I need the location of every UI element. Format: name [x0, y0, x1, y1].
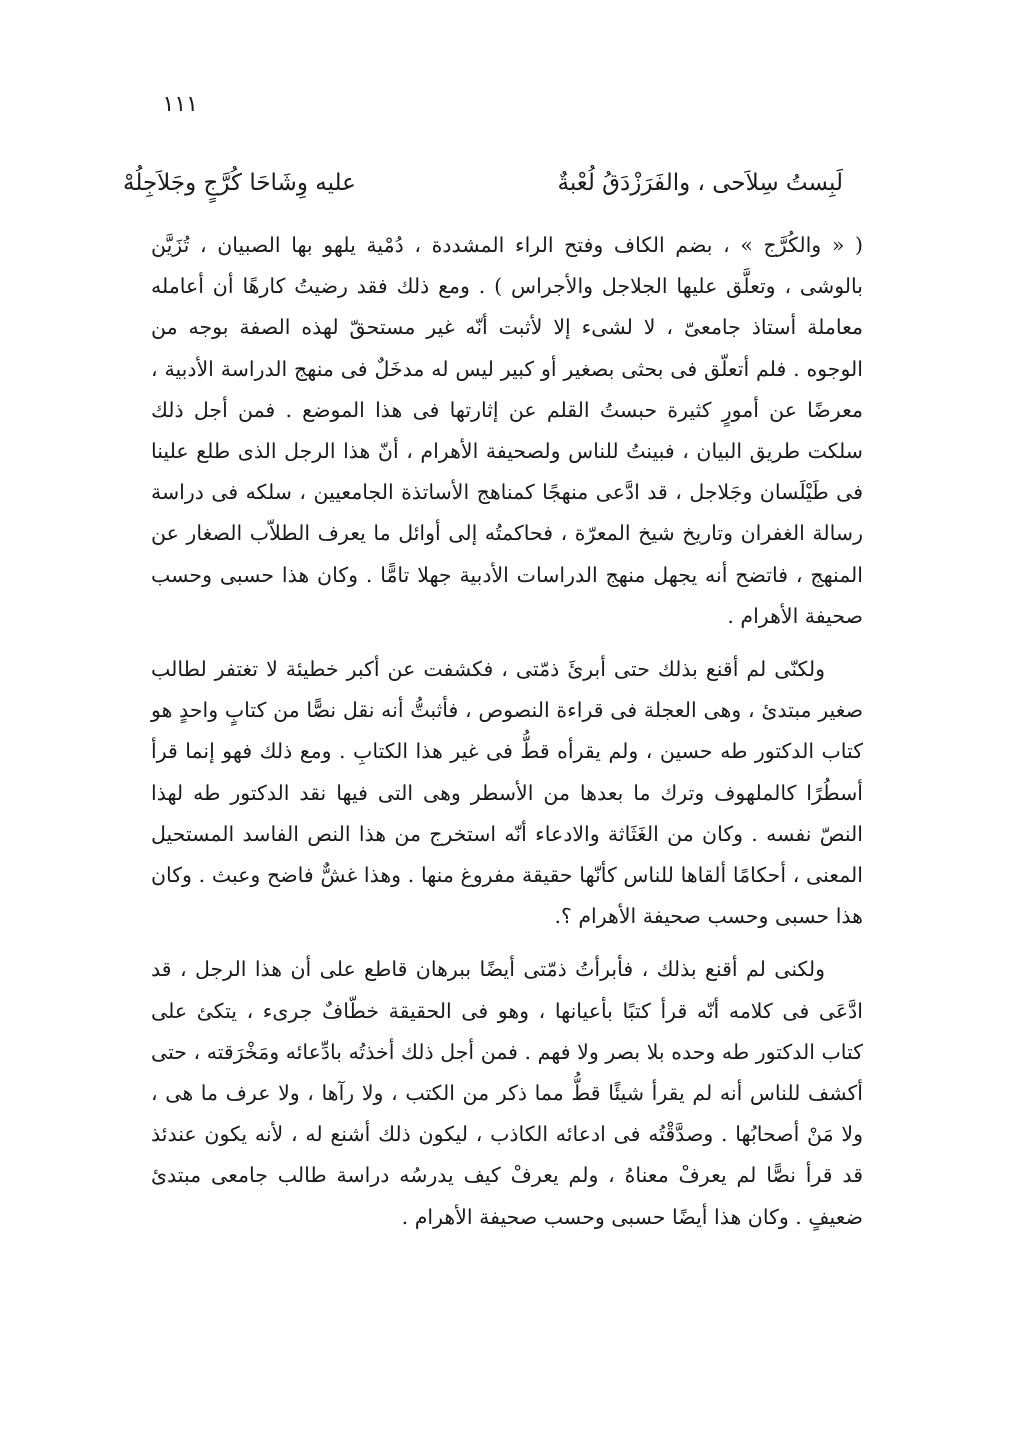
paragraph-3: ولكنى لم أقنع بذلك ، فأبرأتُ ذمّتى أيضًا ببرهان قاطع على أن هذا الرجل ، قد ادَّعَى فى كلامه أنّه قرأ كتبًا بأعيانها ، وهو فى الحقيقة خطّافٌ جرىء ، يتكئ على كتاب الدكتور طه وحده بلا بصر ولا فهم . فمن أجل ذلك أخذتُه بادِّعائه ومَخْرَقته ، حتى أكشف للناس أنه لم يقرأ شيئًا قطُّ مما ذكر من الكتب ، ولا رآها ، ولا عرف ما هى ، ولا مَنْ أصحابُها . وصدَّقْتُه فى ادعائه الكاذب ، ليكون ذلك أشنع له ، لأنه يكون عندئذ قد قرأ نصًّا لم يعرفْ معناهُ ، ولم يعرفْ كيف يدرسُه دراسة طالب جامعى مبتدئ ضعيفٍ . وكان هذا أيضًا حسبى وحسب صحيفة الأهرام .	[151, 957, 863, 1229]
verse-first-hemistich: لَبِستُ سِلاَحى ، والفَرَزْدَقُ لُعْبةٌ	[557, 170, 843, 196]
paragraph-2: ولكنّى لم أقنع بذلك حتى أبرئَ ذمّتى ، فكشفت عن أكبر خطيئة لا تغتفر لطالب صغير مبتدئ ، وهى العجلة فى قراءة النصوص ، فأثبتُّ أنه نقل نصًّا من كتابٍ واحدٍ هو كتاب الدكتور طه حسين ، ولم يقرأه قطُّ فى غير هذا الكتابِ . ومع ذلك فهو إنما قرأ أسطُرًا كالملهوف وترك ما بعدها من الأسطر وهى التى فيها نقد الدكتور طه لهذا النصّ نفسه . وكان من الغَثَاثة والادعاء أنّه استخرج من هذا النص الفاسد المستحيل المعنى ، أحكامًا ألقاها للناس كأنّها حقيقة مفروغ منها . وهذا غشٌّ فاضح وعبث . وكان هذا حسبى وحسب صحيفة الأهرام ؟.	[151, 657, 863, 929]
verse-second-hemistich: عليه وِشَاحَا كُرَّجٍ وجَلاَجِلُهْ	[123, 170, 356, 196]
paragraph-1: ( « والكُرَّج » ، بضم الكاف وفتح الراء المشددة ، دُمْية يلهو بها الصبيان ، تُزَيَّن بالوشى ، وتعلَّق عليها الجلاجل والأجراس ) . ومع ذلك فقد رضيتُ كارهًا أن أعامله معاملة أستاذ جامعىّ ، لا لشىء إلا لأثبت أنّه غير مستحقّ لهذه الصفة بوجه من الوجوه . فلم أتعلّق فى بحثى بصغير أو كبير ليس له مدخَلٌ فى منهج الدراسة الأدبية ، معرضًا عن أمورٍ كثيرة حبستُ القلم عن إثارتها فى هذا الموضع . فمن أجل ذلك سلكت طريق البيان ، فبينتُ للناس ولصحيفة الأهرام ، أنّ هذا الرجل الذى طلع علينا فى طَيْلَسان وجَلاجل ، قد ادَّعى منهجًا كمناهج الأساتذة الجامعيين ، سلكه فى دراسة رسالة الغفران وتاريخ شيخ المعرّة ، فحاكمتُه إلى أوائل ما يعرف الطلاّب الصغار عن المنهج ، فاتضح أنه يجهل منهج الدراسات الأدبية جهلا تامًّا . وكان هذا حسبى وحسب صحيفة الأهرام .	[151, 233, 863, 628]
page-number: ١١١	[162, 92, 198, 117]
body-text	[151, 225, 863, 1238]
poetry-verse	[123, 170, 843, 196]
